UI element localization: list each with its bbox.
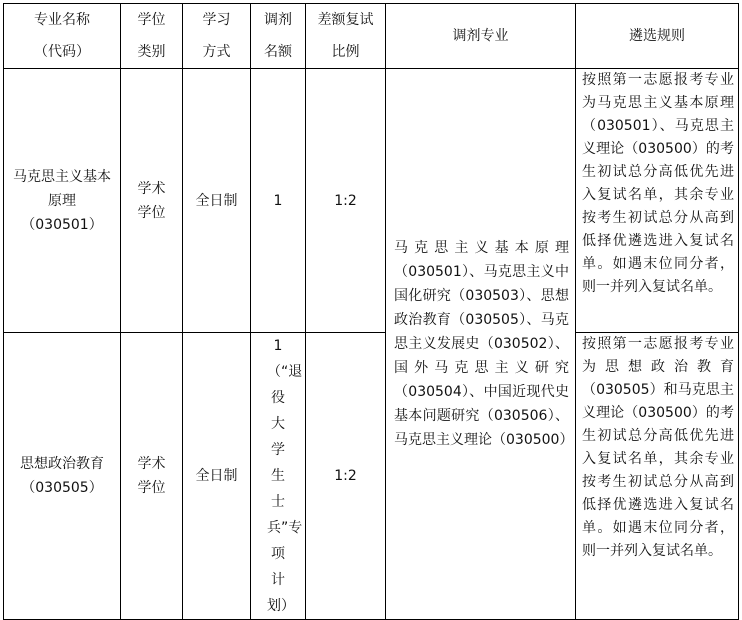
degree-cell: 学术学位 xyxy=(121,69,183,333)
major-cell: 思想政治教育 （030505） xyxy=(4,333,121,620)
mode-cell: 全日制 xyxy=(183,333,251,620)
adjust-majors-cell: 马克思主义基本原理（030501）、马克思主义中国化研究（030503）、思想政治教育（030505）、马克思主义发展史（030502）、国外马克思主义研究（030504）、中国近现代史基本问题研究（030506）、马克思主义理论（030500） xyxy=(386,69,576,620)
rule-cell: 按照第一志愿报考专业为马克思主义基本原理（030501）、马克思主义理论（030500）的考生初试总分高低优先进入复试名单，其余专业按考生初试总分从高到低择优遴选进入复试名单。如遇末位同分者，则一并列入复试名单。 xyxy=(576,69,739,333)
quota-cell: 1（“退役大学生士兵”专项计划） xyxy=(251,333,306,620)
header-quota: 调剂 名额 xyxy=(251,4,306,69)
table-row xyxy=(4,333,739,620)
ratio-cell: 1:2 xyxy=(306,333,386,620)
adjustment-table xyxy=(3,3,739,620)
rule-cell: 按照第一志愿报考专业为思想政治教育（030505）和马克思主义理论（030500）的考生初试总分高低优先进入复试名单，其余专业按考生初试总分从高到低择优遴选进入复试名单。如遇末位同分者，则一并列入复试名单。 xyxy=(576,333,739,620)
mode-cell: 全日制 xyxy=(183,69,251,333)
header-row xyxy=(4,4,739,69)
quota-cell: 1 xyxy=(251,69,306,333)
header-rules: 遴选规则 xyxy=(576,4,739,69)
header-ratio: 差额复试 比例 xyxy=(306,4,386,69)
header-adjust-majors: 调剂专业 xyxy=(386,4,576,69)
major-cell: 马克思主义基本原理 （030501） xyxy=(4,69,121,333)
header-mode: 学习 方式 xyxy=(183,4,251,69)
header-major: 专业名称 （代码） xyxy=(4,4,121,69)
degree-cell: 学术学位 xyxy=(121,333,183,620)
header-degree: 学位 类别 xyxy=(121,4,183,69)
table-row xyxy=(4,69,739,333)
ratio-cell: 1:2 xyxy=(306,69,386,333)
